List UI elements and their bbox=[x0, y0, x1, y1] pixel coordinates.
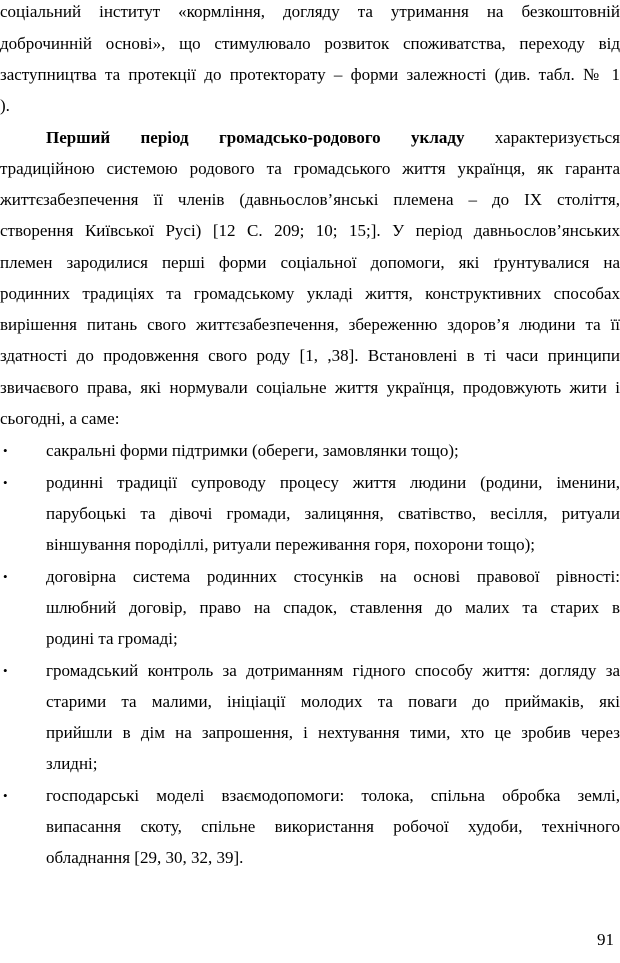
paragraph-2-line-9: звичаєвого права, які нормували соціальне життя українця, продовжують жити і bbox=[0, 378, 620, 397]
bullet-5-line-3: обладнання [29, 30, 32, 39]. bbox=[46, 848, 244, 867]
bullet-3-line-2: шлюбний договір, право на спадок, ставлення до малих та старих в bbox=[46, 598, 620, 617]
paragraph-1-line-3: заступництва та протекції до протекторату – форми залежності (див. табл. № 1 bbox=[0, 65, 620, 84]
paragraph-1-line-1: соціальний інститут «кормління, догляду та утримання на безкоштовній bbox=[0, 2, 620, 21]
paragraph-2-line-8: здатності до продовження свого роду [1, ,38]. Встановлені в ті часи принципи bbox=[0, 346, 620, 365]
bullet-4-line-1: громадський контроль за дотриманням гідного способу життя: догляду за bbox=[46, 661, 620, 680]
paragraph-2-line-7: вирішення питань свого життєзабезпечення, збереженню здоров’я людини та її bbox=[0, 315, 620, 334]
paragraph-2-line-10: сьогодні, а саме: bbox=[0, 409, 120, 428]
bullet-4-line-2: старими та малими, ініціації молодих та поваги до приймаків, які bbox=[46, 692, 620, 711]
bullet-5-line-1: господарські моделі взаємодопомоги: толока, спільна обробка землі, bbox=[46, 786, 620, 805]
bullet-2-line-1: родинні традиції супроводу процесу життя людини (родини, іменини, bbox=[46, 473, 620, 492]
bullet-1-line-1: сакральні форми підтримки (обереги, замовлянки тощо); bbox=[46, 441, 459, 460]
paragraph-2-line-2: традиційною системою родового та громадського життя українця, як гаранта bbox=[0, 159, 620, 178]
paragraph-2-first-line bbox=[46, 124, 620, 152]
page-number: 91 bbox=[597, 930, 614, 949]
bullet-4-line-3: прийшли в дім на запрошення, і нехтування тими, хто це зробив через bbox=[46, 723, 620, 742]
paragraph-2-line-6: родинних традиціях та громадському укладі життя, конструктивних способах bbox=[0, 284, 620, 303]
bullet-3-line-3: родині та громаді; bbox=[46, 629, 178, 648]
paragraph-2-first-line-rest: характеризується bbox=[464, 128, 620, 147]
bold-heading: Перший період громадсько-родового укладу bbox=[46, 128, 465, 147]
bullet-4-line-4: злидні; bbox=[46, 754, 98, 773]
bullet-5-line-2: випасання скоту, спільне використання робочої худоби, технічного bbox=[46, 817, 620, 836]
bullet-marker: • bbox=[3, 475, 8, 490]
paragraph-1-line-4: ). bbox=[0, 96, 10, 115]
bullet-marker: • bbox=[3, 443, 8, 458]
bullet-2-line-2: парубоцькі та дівочі громади, залицяння, сватівство, весілля, ритуали bbox=[46, 504, 620, 523]
paragraph-1-line-2: доброчинній основі», що стимулювало розвиток споживатства, переходу від bbox=[0, 34, 620, 53]
paragraph-2-line-5: племен зародилися перші форми соціальної допомоги, які ґрунтувалися на bbox=[0, 253, 620, 272]
paragraph-2-line-4: створення Київської Русі) [12 С. 209; 10; 15;]. У період давньослов’янських bbox=[0, 221, 620, 240]
bullet-2-line-3: віншування породіллі, ритуали переживання горя, похорони тощо); bbox=[46, 535, 535, 554]
bullet-3-line-1: договірна система родинних стосунків на основі правової рівності: bbox=[46, 567, 620, 586]
bullet-marker: • bbox=[3, 663, 8, 678]
paragraph-2-line-3: життєзабезпечення її членів (давньослов’янські племена – до IX століття, bbox=[0, 190, 620, 209]
bullet-marker: • bbox=[3, 569, 8, 584]
bullet-marker: • bbox=[3, 788, 8, 803]
